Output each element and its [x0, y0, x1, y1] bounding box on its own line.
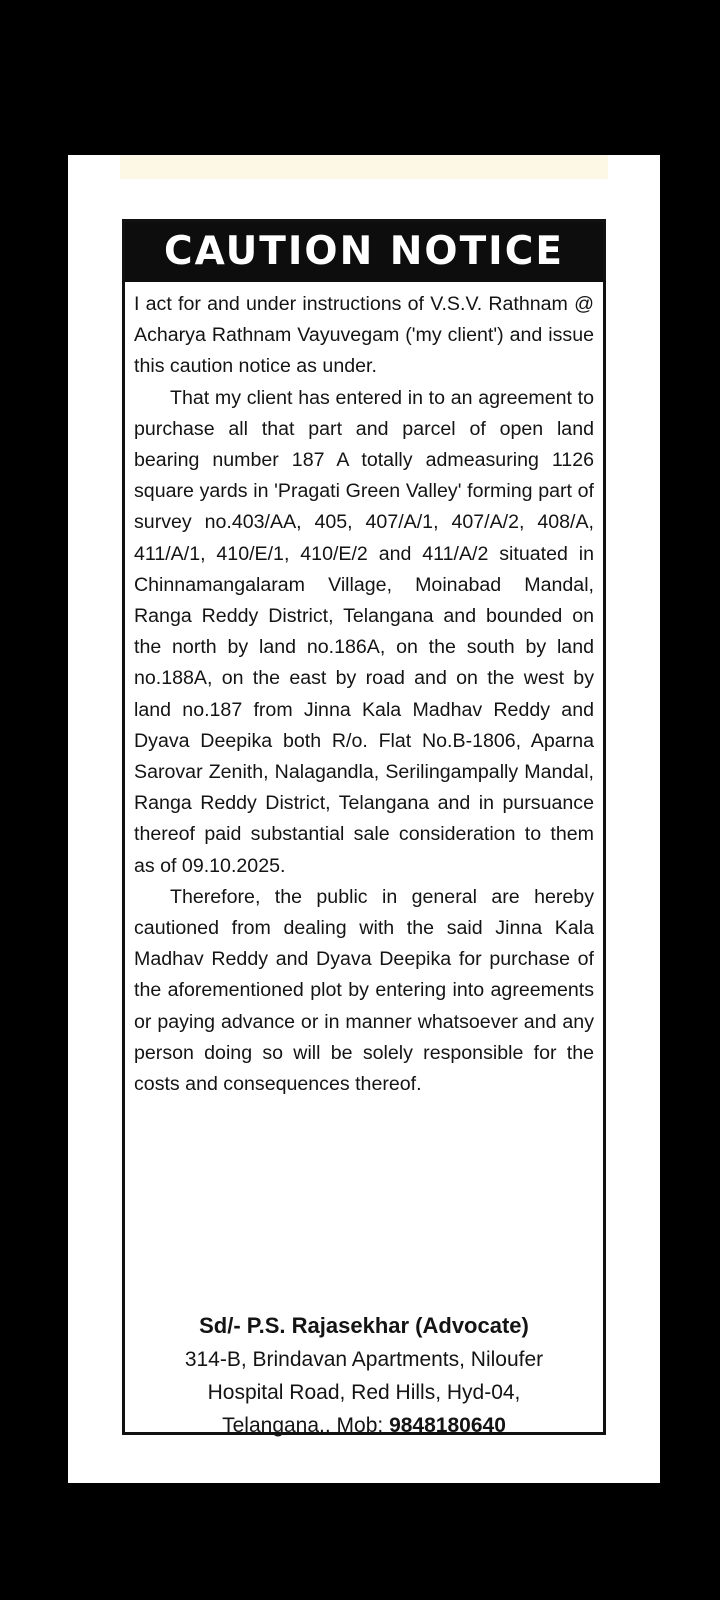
advocate-name: Sd/- P.S. Rajasekhar (Advocate)	[199, 1313, 529, 1338]
address-line-3	[125, 1409, 603, 1442]
paper-edge-strip	[120, 155, 608, 179]
signature-block	[125, 1309, 603, 1442]
notice-paragraph-caution: Therefore, the public in general are hereby cautioned from dealing with the said Jinna Kala Madhav Reddy and Dyava Deepika for purchase of the aforementioned plot by entering into agreements or paying advance or in manner whatsoever and any person doing so will be solely responsible for the costs and consequences thereof.	[134, 885, 594, 1096]
notice-paragraph-agreement: That my client has entered in to an agreement to purchase all that part and parcel of open land bearing number 187 A totally admeasuring 1126 square yards in 'Pragati Green Valley' forming part of survey no.403/AA, 405, 407/A/1, 407/A/2, 408/A, 411/A/1, 410/E/1, 410/E/2 and 411/A/2 situated in Chinnamangalaram Village, Moinabad Mandal, Ranga Reddy District, Telangana and bounded on the north by land no.186A, on the south by land no.188A, on the east by road and on the west by land no.187 from Jinna Kala Madhav Reddy and Dyava Deepika both R/o. Flat No.B-1806, Aparna Sarovar Zenith, Nalagandla, Serilingampally Mandal, Ranga Reddy District, Telangana and in pursuance thereof paid substantial sale consideration to them as of 09.10.2025.	[134, 386, 594, 877]
caution-notice-box	[122, 219, 606, 1435]
mobile-number: 9848180640	[389, 1414, 506, 1437]
address-line-1: 314-B, Brindavan Apartments, Niloufer	[184, 1348, 544, 1371]
notice-paragraph-intro: I act for and under instructions of V.S.V. Rathnam @ Acharya Rathnam Vayuvegam ('my client') and issue this caution notice as under.	[134, 293, 594, 378]
address-line-2: Hospital Road, Red Hills, Hyd-04,	[207, 1381, 521, 1404]
notice-title: CAUTION NOTICE	[125, 222, 603, 282]
address-state: Telangana., Mob:	[222, 1414, 390, 1437]
notice-body	[134, 289, 594, 1100]
newspaper-clipping	[68, 155, 660, 1483]
